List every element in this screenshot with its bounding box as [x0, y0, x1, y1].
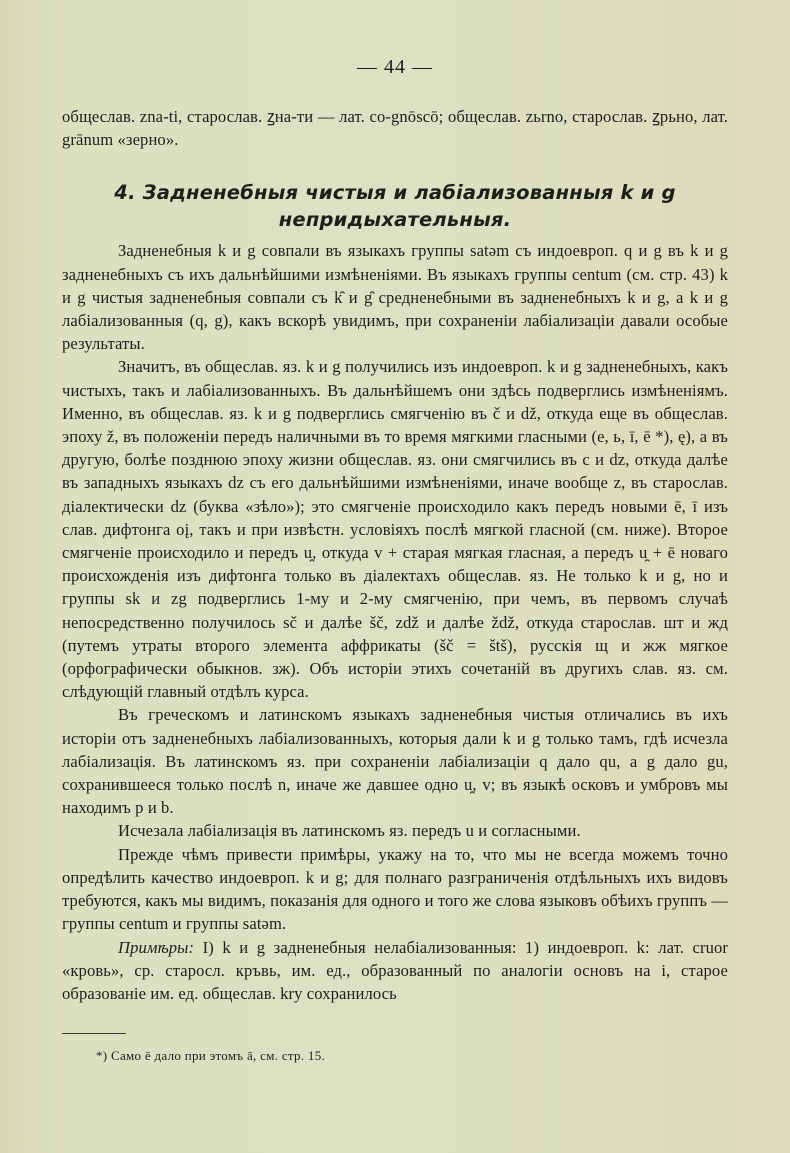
paragraph-2: Значитъ, въ общеслав. яз. k и g получились изъ индоевроп. k и g задненебныхъ, какъ чистыхъ, такъ и лабіализованныхъ. Въ дальнѣйшемъ они здѣсь подверглись измѣненіямъ. Именно, въ общеслав. яз. k и g подверглись смягченію въ č и dž, откуда еще въ общеслав. эпоху ž, въ положеніи передъ наличными въ то время мягкими гласными (e, ь, ī, ē *), ę), а въ другую, болѣе позднюю эпоху жизни общеслав. яз. они смягчились въ c и dz, откуда далѣе въ западныхъ языкахъ dz съ его дальнѣйшими измѣненіями, иначе вообще z, въ старослав. діалектически dz (буква «зѣло»); это смягченіе происходило какъ передъ новыми ē, ī изъ слав. дифтонга oį, такъ и при извѣстн. условіяхъ послѣ мягкой гласной (см. ниже). Второе смягченіе происходило и передъ u̯, откуда v + старая мягкая гласная, а передъ u̯ + ē новаго происхожденія изъ дифтонга только въ діалектахъ общеслав. яз. Не только k и g, но и группы sk и zg подверглись 1-му и 2-му смягченію, при чемъ, въ первомъ случаѣ непосредственно получилось sč и далѣе šč, zdž и далѣе ždž, откуда старослав. шт и жд (путемъ утраты второго элемента аффрикаты (šč = štš), русскія щ и жж мягкое (орфографически обыкнов. зж). Объ исторіи этихъ сочетаній въ другихъ слав. яз. см. слѣдующій главный отдѣлъ курса. — [62, 357, 728, 702]
paragraph-5: Прежде чѣмъ привести примѣры, укажу на то, что мы не всегда можемъ точно опредѣлить качество индоевроп. k и g; для полнаго разграниченія отдѣльныхъ ихъ видовъ требуются, какъ мы видимъ, показанія для одного и того же слова языковъ обѣихъ группъ — группы centum и группы satəm. — [62, 844, 728, 934]
paragraph-3: Въ греческомъ и латинскомъ языкахъ задненебныя чистыя отличались въ ихъ исторіи отъ задненебныхъ лабіализованныхъ, которыя дали k и g только тамъ, гдѣ исчезла лабіализація. Въ латинскомъ яз. при сохраненіи лабіализаціи q дало qu, а g дало gu, сохранившееся только послѣ n, иначе же давшее одно u̯, v; въ языкѣ осковъ и умбровъ мы находимъ p и b. — [62, 705, 728, 818]
section-heading: 4. Задненебныя чистыя и лабіализованныя k и g непридыхательныя. — [114, 181, 676, 232]
intro-paragraph: общеслав. zna-ti, старослав. ꙁна-ти — лат. co-gnōscō; общеслав. zьrno, старослав. ꙁрьно, лат. grānum «зерно». — [62, 107, 728, 150]
footnote-divider — [62, 1033, 126, 1034]
paragraph-4: Исчезала лабіализація въ латинскомъ яз. передъ u и согласными. — [118, 821, 581, 841]
page-number: — 44 — — [357, 56, 433, 78]
book-page — [62, 56, 728, 1064]
examples-paragraph — [62, 936, 728, 1006]
paragraph-1: Задненебныя k и g совпали въ языкахъ группы satəm съ индоевроп. q и g въ k и g задненебныхъ съ ихъ дальнѣйшими измѣненіями. Въ языкахъ группы centum (см. стр. 43) k и g чистыя задненебныя совпали съ k̑ и g̑ средненебными въ задненебныхъ k и g, а k и g лабіализованныя (q, g), какъ вскорѣ увидимъ, при сохраненіи лабіализаціи давали особые результаты. — [62, 241, 728, 354]
examples-label: Примѣры: — [118, 937, 195, 957]
footnote: *) Само ē дало при этомъ ā, см. стр. 15. — [96, 1048, 326, 1064]
examples-text: I) k и g задненебныя нелабіализованныя: 1) индоевроп. k: лат. cruor «кровь», ср. старосл. кръвь, им. ед., образованный по аналогіи основъ на i, старое образованіе им. ед. общеслав. kry сохранилось — [62, 937, 729, 1003]
